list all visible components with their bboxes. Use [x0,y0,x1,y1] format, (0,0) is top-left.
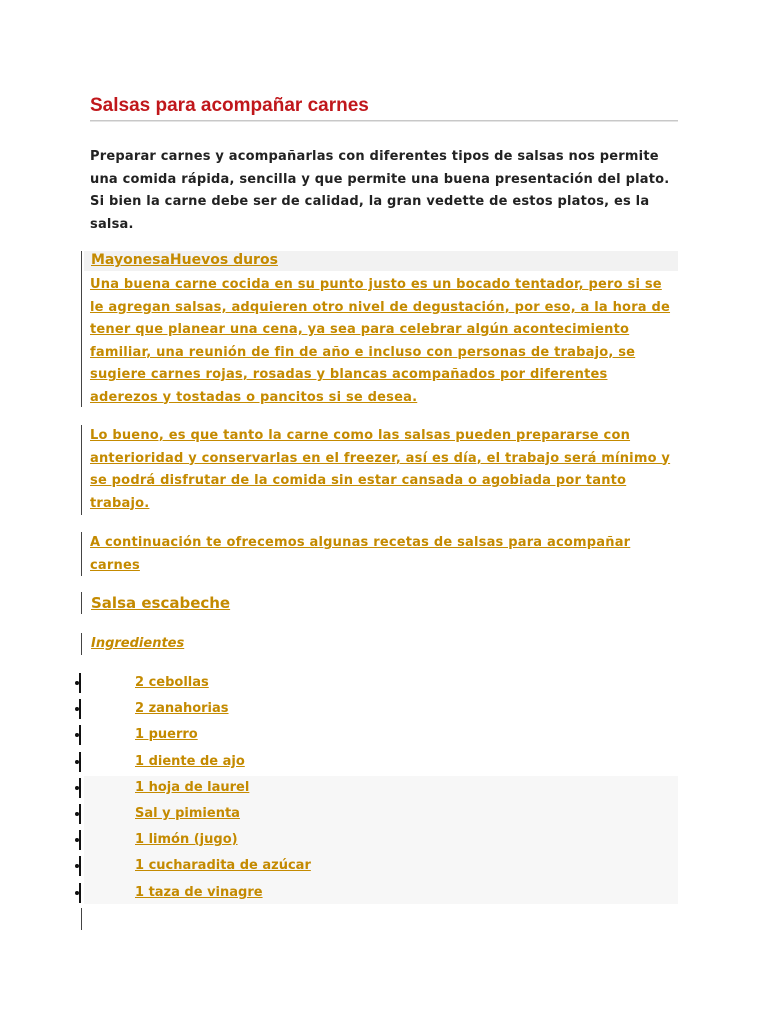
page-title: Salsas para acompañar carnes [90,95,369,116]
list-item [0,725,680,751]
title-divider [90,120,678,122]
bullet-bar [79,778,81,798]
ingredient-link[interactable]: 2 cebollas [135,675,209,690]
list-item [0,752,680,778]
list-item [0,856,680,882]
ingredient-link[interactable]: Sal y pimienta [135,805,240,821]
bullet-bar [79,883,81,903]
intro-paragraph: Preparar carnes y acompañarlas con diferentes tipos de salsas nos permite una comida rápida, sencilla y que permite una buena presentación del plato. Si bien la carne debe ser de calidad, la gran vedette de estos platos, es la salsa. [90,149,670,232]
quote-bar [81,425,82,515]
ingredients-heading[interactable]: Ingredientes [91,636,185,651]
ingredient-link[interactable]: 1 puerro [135,727,198,743]
ingredient-link[interactable]: 1 diente de ajo [135,753,245,769]
ingredient-link[interactable]: 2 zanahorias [135,701,229,717]
list-item [0,699,680,725]
quote-bar [81,532,82,576]
section-title[interactable]: Salsa escabeche [91,594,231,612]
list-item [0,830,680,856]
quote-bar [81,592,82,614]
bullet-bar [79,699,81,719]
list-item [0,673,680,699]
bullet-bar [79,830,81,850]
ingredient-link[interactable]: 1 hoja de laurel [135,779,250,795]
bullet-bar [79,673,81,693]
bullet-bar [79,752,81,772]
list-item [0,804,680,830]
paragraph-link-2[interactable]: Lo bueno, es que tanto la carne como las salsas pueden prepararse con anterioridad y conservarlas en el freezer, así es día, el trabajo será mínimo y se podrá disfrutar de la comida sin estar cansada o agobiada por tanto trabajo. [90,428,671,511]
ingredient-link[interactable]: 1 taza de vinagre [135,884,263,900]
paragraph-link-3[interactable]: A continuación te ofrecemos algunas recetas de salsas para acompañar carnes [90,535,631,573]
list-item [0,778,680,804]
links-heading[interactable]: MayonesaHuevos duros [91,252,278,268]
bullet-bar [79,856,81,876]
ingredient-link[interactable]: 1 cucharadita de azúcar [135,858,311,874]
ingredients-list [0,673,680,909]
ingredient-link[interactable]: 1 limón (jugo) [135,832,238,848]
quote-bar [81,633,82,655]
paragraph-link-1[interactable]: Una buena carne cocida en su punto justo es un bocado tentador, pero si se le agregan salsas, adquieren otro nivel de degustación, por eso, a la hora de tener que planear una cena, ya sea para celebrar algún acontecimiento familiar, una reunión de fin de año e incluso con personas de trabajo, se sugiere carnes rojas, rosadas y blancas acompañados por diferentes aderezos y tostadas o pancitos si se desea. [90,277,671,405]
bullet-bar [79,804,81,824]
bullet-bar [79,725,81,745]
list-item [0,883,680,909]
quote-bar [81,908,82,930]
quote-bar [81,251,82,407]
